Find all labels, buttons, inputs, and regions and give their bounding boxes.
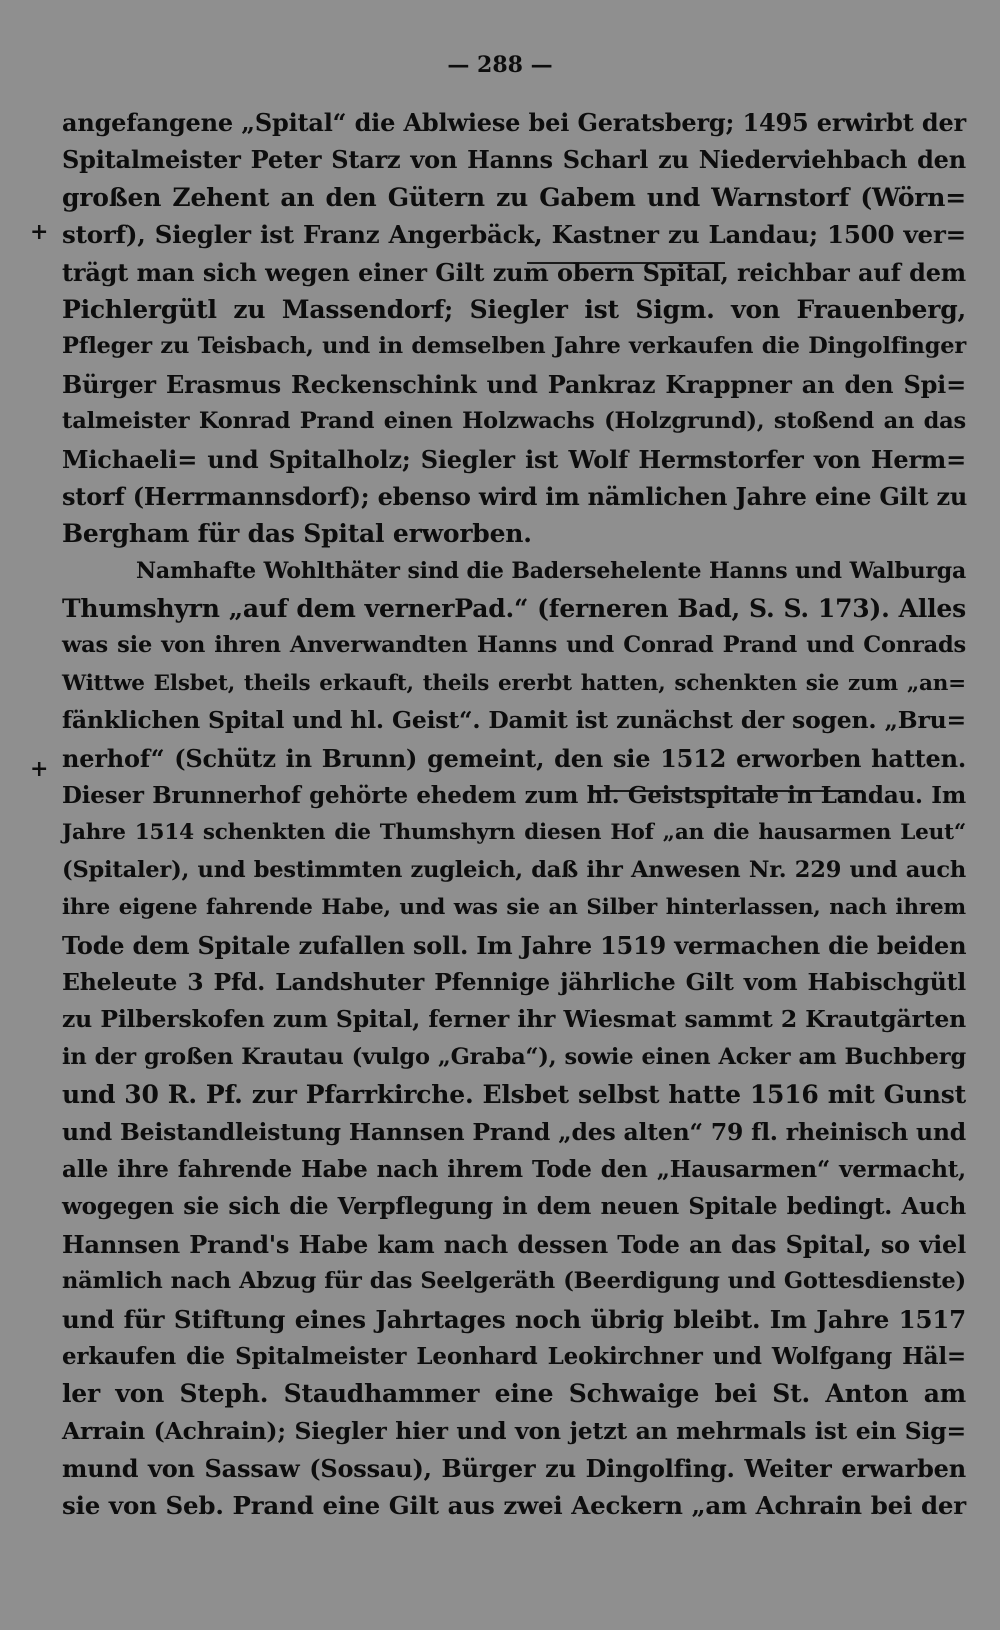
text-line: Pichlergütl zu Massendorf; Siegler ist Sigm. von Frauenberg,: [62, 294, 966, 324]
text-line: Eheleute 3 Pfd. Landshuter Pfennige jährliche Gilt vom Habischgütl: [62, 967, 966, 996]
text-line: Tode dem Spitale zufallen soll. Im Jahre 1519 vermachen die beiden: [62, 930, 967, 960]
text-line: nämlich nach Abzug für das Seelgeräth (Beerdigung und Gottesdienste): [62, 1268, 966, 1295]
text-line: mund von Sassaw (Sossau), Bürger zu Dingolfing. Weiter erwarben: [62, 1454, 966, 1484]
text-line: ihre eigene fahrende Habe, und was sie an Silber hinterlassen, nach ihrem: [62, 895, 966, 921]
text-line: (Spitaler), und bestimmten zugleich, daß ihr Anwesen Nr. 229 und auch: [62, 856, 966, 883]
body-text: [62, 104, 966, 1525]
text-line: sie von Seb. Prand eine Gilt aus zwei Aeckern „am Achrain bei der: [62, 1491, 966, 1521]
text-line: storf (Herrmannsdorf); ebenso wird im nämlichen Jahre eine Gilt zu: [62, 481, 968, 511]
text-line: trägt man sich wegen einer Gilt zum obern Spital, reichbar auf dem: [62, 257, 966, 287]
text-line: zu Pilberskofen zum Spital, ferner ihr Wiesmat sammt 2 Krautgärten: [62, 1005, 966, 1034]
text-line: angefangene „Spital“ die Ablwiese bei Geratsberg; 1495 erwirbt der: [62, 108, 966, 137]
text-line: Dieser Brunnerhof gehörte ehedem zum hl. Geistspitale in Landau. Im: [62, 782, 966, 810]
text-line: Pfleger zu Teisbach, und in demselben Jahre verkaufen die Dingolfinger: [62, 333, 966, 360]
text-line: in der großen Krautau (vulgo „Graba“), sowie einen Acker am Buchberg: [62, 1043, 966, 1070]
margin-mark-plus: +: [30, 219, 49, 245]
text-line: Arrain (Achrain); Siegler hier und von jetzt an mehrmals ist ein Sig=: [62, 1416, 966, 1445]
text-line: Spitalmeister Peter Starz von Hanns Scharl zu Niederviehbach den: [62, 145, 966, 175]
text-line: storf), Siegler ist Franz Angerbäck, Kastner zu Landau; 1500 ver=: [62, 220, 966, 250]
text-line: großen Zehent an den Gütern zu Gabem und Warnstorf (Wörn=: [62, 182, 966, 212]
text-line: und für Stiftung eines Jahrtages noch übrig bleibt. Im Jahre 1517: [62, 1304, 966, 1334]
text-line: talmeister Konrad Prand einen Holzwachs (Holzgrund), stoßend an das: [62, 408, 966, 435]
text-line: ler von Steph. Staudhammer eine Schwaige bei St. Anton am: [62, 1379, 966, 1409]
text-line: und Beistandleistung Hannsen Prand „des alten“ 79 fl. rheinisch und: [62, 1117, 966, 1146]
text-line: nerhof“ (Schütz in Brunn) gemeint, den sie 1512 erworben hatten.: [62, 743, 966, 773]
text-line: Bürger Erasmus Reckenschink und Pankraz Krappner an den Spi=: [62, 369, 966, 399]
page-number: — 288 —: [447, 52, 553, 78]
text-line: Bergham für das Spital erworben.: [62, 519, 532, 549]
text-line: Namhafte Wohlthäter sind die Badersehelente Hanns und Walburga: [136, 557, 966, 584]
text-line: fänklichen Spital und hl. Geist“. Damit ist zunächst der sogen. „Bru=: [62, 706, 966, 735]
text-line: alle ihre fahrende Habe nach ihrem Tode den „Hausarmen“ vermacht,: [62, 1155, 966, 1183]
text-line: Michaeli= und Spitalholz; Siegler ist Wolf Hermstorfer von Herm=: [62, 444, 966, 474]
text-line: was sie von ihren Anverwandten Hanns und Conrad Prand und Conrads: [62, 632, 966, 659]
text-line: und 30 R. Pf. zur Pfarrkirche. Elsbet selbst hatte 1516 mit Gunst: [62, 1080, 966, 1110]
text-line: Wittwe Elsbet, theils erkauft, theils ererbt hatten, schenkten sie zum „an=: [62, 670, 966, 696]
text-line: Hannsen Prand's Habe kam nach dessen Tode an das Spital, so viel: [62, 1229, 966, 1259]
margin-mark-plus: +: [30, 756, 49, 782]
text-line: erkaufen die Spitalmeister Leonhard Leokirchner und Wolfgang Häl=: [62, 1342, 966, 1370]
text-line: Thumshyrn „auf dem vernerPad.“ (ferneren Bad, S. S. 173). Alles: [62, 594, 966, 624]
text-line: Jahre 1514 schenkten die Thumshyrn diesen Hof „an die hausarmen Leut“: [62, 820, 966, 846]
text-line: wogegen sie sich die Verpflegung in dem neuen Spitale bedingt. Auch: [62, 1193, 966, 1221]
